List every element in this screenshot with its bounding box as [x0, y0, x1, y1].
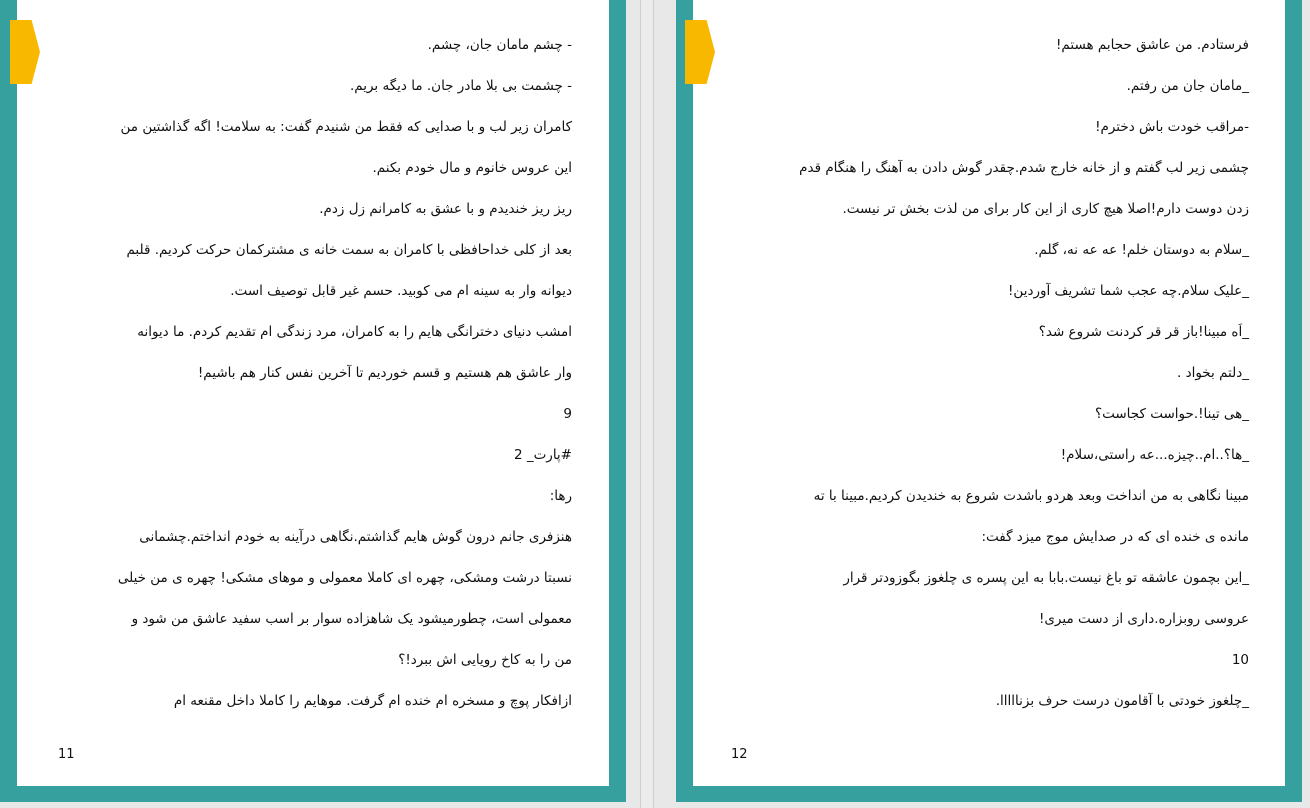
text-line: چشمی زیر لب گفتم و از خانه خارج شدم.چقدر گوش دادن به آهنگ را هنگام قدم	[799, 160, 1249, 176]
text-line: _این بچمون عاشقه تو باغ نیست.بابا به این پسره ی چلغوز بگوزودتر قرار	[843, 570, 1249, 586]
text-line: کامران زیر لب و با صدایی که فقط من شنیدم گفت: به سلامت! اگه گذاشتین من	[120, 119, 572, 135]
text-line: بعد از کلی خداحافظی با کامران به سمت خانه ی مشترکمان حرکت کردیم. قلبم	[126, 242, 572, 258]
text-line: فرستادم. من عاشق حجابم هستم!	[1055, 37, 1249, 53]
text-line: _ها؟..ام..چیزه...عه راستی،سلام!	[1060, 447, 1249, 463]
text-line: امشب دنیای دخترانگی هایم را به کامران، مرد زندگی ام تقدیم کردم. ما دیوانه	[137, 324, 572, 340]
text-line: _سلام به دوستان خلم! عه عه نه، گلم.	[1034, 242, 1249, 258]
page-11	[0, 0, 626, 802]
text-line: این عروس خانوم و مال خودم بکنم.	[372, 160, 572, 176]
text-line: هنزفری جانم درون گوش هایم گذاشتم.نگاهی درآینه به خودم انداختم.چشمانی	[139, 529, 572, 545]
page-sheet	[17, 0, 609, 786]
text-line: ریز ریز خندیدم و با عشق به کامرانم زل زدم.	[319, 201, 572, 217]
text-line: -مراقب خودت باش دخترم!	[1095, 119, 1249, 135]
text-line: نسبتا درشت ومشکی، چهره ای کاملا معمولی و موهای مشکی! چهره ی من خیلی	[117, 570, 572, 586]
text-line: _اَه مبینا!باز قر قر کردنت شروع شد؟	[1038, 324, 1249, 340]
text-line: _هی تینا!.حواست کجاست؟	[1094, 406, 1249, 422]
text-line: مبینا نگاهی به من انداخت وبعد هردو باشدت شروع به خندیدن کردیم.مبینا با ته	[813, 488, 1249, 504]
text-line: - چشم مامان جان، چشم.	[427, 37, 572, 53]
text-line: دیوانه وار به سینه ام می کوبید. حسم غیر قابل توصیف است.	[230, 283, 572, 299]
text-line: زدن دوست دارم!اصلا هیچ کاری از این کار برای من لذت بخش تر نیست.	[842, 201, 1249, 217]
inline-page-number: 10	[1231, 652, 1249, 668]
page-divider	[640, 0, 654, 808]
text-line: من را به کاخ رویایی اش ببرد!؟	[398, 652, 572, 668]
text-line: وار عاشق هم هستیم و قسم خوردیم تا آخرین نفس کنار هم باشیم!	[197, 365, 572, 381]
page-sheet	[693, 0, 1285, 786]
text-line: مانده ی خنده ای که در صدایش موج میزد گفت:	[981, 529, 1249, 545]
text-line: عروسی روبزاره.داری از دست میری!	[1038, 611, 1249, 627]
text-line: _مامان جان من رفتم.	[1126, 78, 1249, 94]
page-number: 11	[58, 747, 75, 762]
page-number: 12	[731, 747, 748, 762]
text-line: _دلتم بخواد .	[1176, 365, 1249, 381]
text-line: معمولی است، چطورمیشود یک شاهزاده سوار بر اسب سفید عاشق من شود و	[131, 611, 572, 627]
text-line: _چلغوز خودتی با آقامون درست حرف بزنااااا.	[995, 693, 1249, 709]
text-line: ازافکار پوچ و مسخره ام خنده ام گرفت. موهایم را کاملا داخل مقنعه ام	[173, 693, 572, 709]
part-heading: #پارت_ 2	[513, 447, 572, 463]
text-line: _علیک سلام.چه عجب شما تشریف آوردین!	[1008, 283, 1249, 299]
text-line: - چشمت بی بلا مادر جان. ما دیگه بریم.	[349, 78, 572, 94]
inline-page-number: 9	[563, 406, 572, 422]
page-12	[676, 0, 1302, 802]
text-line: رها:	[549, 488, 572, 504]
